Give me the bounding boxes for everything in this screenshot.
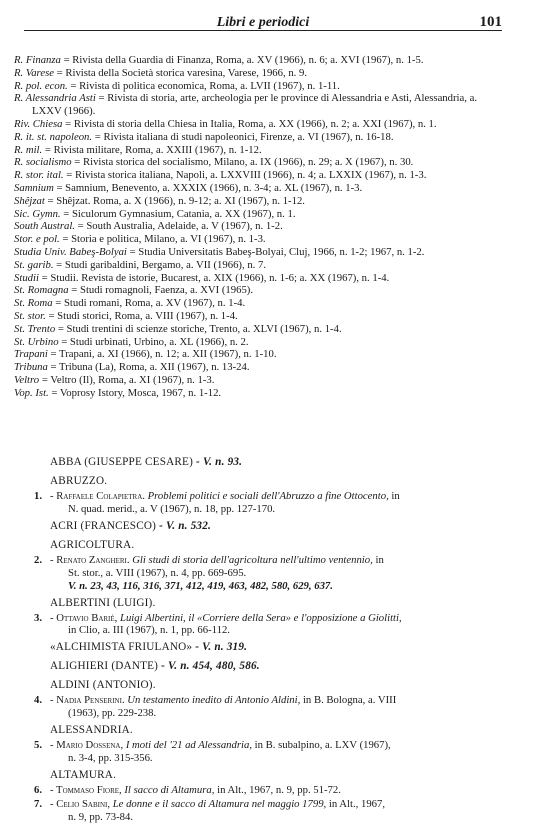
entry-continuation: St. stor., a. VIII (1967), n. 4, pp. 669-695. xyxy=(68,566,247,579)
entry-author: - Nadia Penserini. xyxy=(50,694,125,707)
entry-continuation: (1963), pp. 229-238. xyxy=(68,707,157,720)
subject-heading-label: ALIGHIERI (DANTE) xyxy=(50,660,159,673)
abbreviation-entry xyxy=(14,118,496,131)
abbreviation-expansion: = Voprosy Istory, Mosca, 1967, n. 1-12. xyxy=(48,386,222,399)
abbreviation-entry xyxy=(14,195,496,208)
abbreviation-key: R. Finanza xyxy=(14,54,61,66)
entry-cross-references: V. n. 23, 43, 116, 316, 371, 412, 419, 463, 482, 580, 629, 637. xyxy=(68,579,333,592)
subject-heading xyxy=(14,517,496,535)
abbreviation-key: R. Alessandria Asti xyxy=(14,92,96,105)
see-reference: - V. n. 532. xyxy=(156,519,212,532)
subject-heading-label: ALBERTINI (LUIGI). xyxy=(50,596,156,609)
entry-author: - Tommaso Fiore, xyxy=(50,783,122,796)
abbreviation-expansion: = Shêjzat. Roma, a. X (1966), n. 9-12; a. XI (1967), n. 1-12. xyxy=(44,194,305,207)
abbreviation-entry xyxy=(14,323,496,336)
entry-number: 2. xyxy=(33,553,42,566)
abbreviation-key: Veltro xyxy=(14,373,40,386)
abbreviation-expansion: = Rivista della Guardia di Finanza, Roma, a. XV (1966), n. 6; a. XVI (1967), n. 1-5. xyxy=(60,54,424,66)
entry-first-line xyxy=(50,554,496,567)
abbreviation-key: R. pol. econ. xyxy=(14,79,68,92)
subject-heading-label: ALESSANDRIA. xyxy=(50,724,133,737)
entry-continuation: n. 3-4, pp. 315-356. xyxy=(68,752,153,765)
subject-heading-label: ABRUZZO. xyxy=(50,475,108,487)
abbreviation-entry xyxy=(14,92,496,118)
abbreviation-expansion: = Studi romani, Roma, a. XV (1967), n. 1-4. xyxy=(52,297,246,310)
bibliography-entry xyxy=(14,798,496,824)
abbreviation-key: Stor. e pol. xyxy=(14,233,60,246)
subject-heading-label: ALTAMURA. xyxy=(50,768,117,781)
abbreviation-key: St. Trento xyxy=(14,322,56,335)
abbreviation-key: Samnium xyxy=(14,181,54,194)
abbreviation-expansion: = Rivista italiana di studi napoleonici, Firenze, a. VI (1967), n. 16-18. xyxy=(92,130,394,143)
entry-citation: in B. subalpino, a. LXV (1967), xyxy=(252,739,391,752)
abbreviation-key: South Austral. xyxy=(14,220,75,233)
subject-heading xyxy=(14,766,496,784)
entry-first-line xyxy=(50,784,496,797)
abbreviation-key: Studii xyxy=(14,271,39,284)
subject-heading-label: ACRI (FRANCESCO) xyxy=(50,519,157,532)
running-title: Libri e periodici xyxy=(216,15,310,30)
abbreviation-expansion: = Rivista storica del socialismo, Milano, a. IX (1966), n. 29; a. X (1967), n. 30. xyxy=(71,156,414,169)
abbreviation-key: St. Urbino xyxy=(14,335,59,348)
entry-author: - Ottavio Barié, xyxy=(50,611,118,624)
subject-heading xyxy=(14,721,496,739)
abbreviation-expansion: = Rivista di storia della Chiesa in Italia, Roma, a. XX (1966), n. 2; a. XXI (1967), n. 1. xyxy=(62,117,437,130)
bibliography-entry xyxy=(14,739,496,765)
entry-author: - Celio Sabini, xyxy=(50,797,111,810)
abbreviation-key: R. socialismo xyxy=(14,156,72,169)
abbreviation-expansion: = Rivista di politica economica, Roma, a. LVII (1967), n. 1-11. xyxy=(67,79,340,92)
entry-first-line xyxy=(50,694,496,707)
entry-first-line xyxy=(50,798,496,811)
abbreviation-list xyxy=(14,54,496,400)
abbreviation-expansion: = Rivista della Società storica varesina, Varese, 1966, n. 9. xyxy=(53,66,308,79)
see-reference: - V. n. 319. xyxy=(192,641,248,654)
entry-continuation: in Clio, a. III (1967), n. 1, pp. 66-112. xyxy=(68,624,230,637)
entry-author: - Renato Zangheri. xyxy=(50,553,130,566)
entry-number: 5. xyxy=(33,739,42,752)
entry-citation: in B. Bologna, a. VIII xyxy=(300,694,397,707)
bibliography-entry xyxy=(14,694,496,720)
abbreviation-expansion: = Studi trentini di scienze storiche, Trento, a. XLVI (1967), n. 1-4. xyxy=(55,322,342,335)
entry-number: 3. xyxy=(33,611,42,624)
subject-heading-label: ALDINI (ANTONIO). xyxy=(50,679,156,692)
abbreviation-entry xyxy=(14,54,496,67)
subject-heading xyxy=(14,657,496,675)
entry-continuation: n. 9, pp. 73-84. xyxy=(68,810,134,823)
bibliography-entry xyxy=(14,784,496,797)
bibliography-entry xyxy=(14,612,496,638)
entry-title: Il sacco di Altamura, xyxy=(121,783,215,796)
abbreviation-entry xyxy=(14,336,496,349)
subject-heading-label: ABBA (GIUSEPPE CESARE) xyxy=(50,456,194,468)
entry-first-line xyxy=(50,612,496,625)
abbreviation-entry xyxy=(14,144,496,157)
subject-heading xyxy=(14,676,496,694)
abbreviation-entry xyxy=(14,259,496,272)
abbreviation-key: Shêjzat xyxy=(14,194,45,207)
subject-heading xyxy=(14,594,496,612)
abbreviation-key: Studia Univ. Babeş-Bolyai xyxy=(14,245,127,258)
entry-title: Problemi politici e sociali dell'Abruzzo a fine Ottocento, xyxy=(144,490,389,502)
entry-number: 6. xyxy=(33,783,42,796)
abbreviation-expansion: = Veltro (Il), Roma, a. XI (1967), n. 1-3. xyxy=(39,373,215,386)
abbreviation-expansion: = Siculorum Gymnasium, Catania, a. XX (1967), n. 1. xyxy=(60,207,296,220)
abbreviation-key: R. Varese xyxy=(14,66,54,79)
abbreviation-key: Riv. Chiesa xyxy=(14,117,63,130)
abbreviation-expansion: = Studi urbinati, Urbino, a. XL (1966), n. 2. xyxy=(58,335,249,348)
subject-heading xyxy=(14,536,496,554)
abbreviation-expansion: = Rivista storica italiana, Napoli, a. LXXVIII (1966), n. 4; a. LXXIX (1967), n. 1-3. xyxy=(63,169,427,182)
see-reference: - V. n. 454, 480, 586. xyxy=(158,660,260,673)
entry-citation: in Alt., 1967, n. 9, pp. 51-72. xyxy=(214,783,341,796)
abbreviation-entry xyxy=(14,182,496,195)
bibliography-sections xyxy=(14,452,496,825)
entry-author: - Raffaele Colapietra. xyxy=(50,490,145,502)
abbreviation-key: St. garib. xyxy=(14,258,54,271)
abbreviation-expansion: = Samnium, Benevento, a. XXXIX (1966), n. 3-4; a. XL (1967), n. 1-3. xyxy=(53,181,363,194)
abbreviation-key: St. Romagna xyxy=(14,284,69,297)
entry-citation: in xyxy=(388,490,400,502)
abbreviation-entry xyxy=(14,208,496,221)
abbreviation-entry xyxy=(14,361,496,374)
abbreviation-entry xyxy=(14,67,496,80)
abbreviation-entry xyxy=(14,297,496,310)
entry-number: 1. xyxy=(33,490,42,502)
abbreviation-key: St. stor. xyxy=(14,309,46,322)
running-head xyxy=(24,2,502,31)
abbreviation-entry xyxy=(14,131,496,144)
entry-first-line xyxy=(50,490,496,503)
subject-heading xyxy=(14,638,496,656)
subject-heading xyxy=(14,453,496,471)
subject-heading-label: «ALCHIMISTA FRIULANO» xyxy=(50,641,193,654)
abbreviation-key: R. stor. ital. xyxy=(14,169,64,182)
abbreviation-expansion: = Storia e politica, Milano, a. VI (1967), n. 1-3. xyxy=(59,233,266,246)
entry-number: 7. xyxy=(33,797,42,810)
entry-first-line xyxy=(50,739,496,752)
abbreviation-entry xyxy=(14,233,496,246)
abbreviation-expansion: = Studi storici, Roma, a. VIII (1967), n. 1-4. xyxy=(45,309,238,322)
abbreviation-entry xyxy=(14,220,496,233)
abbreviation-expansion: = Studii. Revista de istorie, Bucarest, a. XIX (1966), n. 1-6; a. XX (1967), n. 1-4. xyxy=(38,271,390,284)
abbreviation-expansion: = South Australia, Adelaide, a. V (1967), n. 1-2. xyxy=(74,220,283,233)
abbreviation-key: Tribuna xyxy=(14,361,48,374)
entry-citation: in xyxy=(372,553,384,566)
abbreviation-entry xyxy=(14,80,496,93)
entry-title: Le donne e il sacco di Altamura nel maggio 1799, xyxy=(110,797,327,810)
abbreviation-key: Trapani xyxy=(14,348,48,361)
abbreviation-expansion: = Studi romagnoli, Faenza, a. XVI (1965). xyxy=(68,284,254,297)
abbreviation-key: Sic. Gymn. xyxy=(14,207,61,220)
abbreviation-expansion: = Tribuna (La), Roma, a. XII (1967), n. 13-24. xyxy=(47,361,250,374)
entry-continuation: N. quad. merid., a. V (1967), n. 18, pp. 127-170. xyxy=(68,502,276,515)
abbreviation-entry xyxy=(14,387,496,400)
abbreviation-expansion: = Studi garibaldini, Bergamo, a. VII (1966), n. 7. xyxy=(53,258,267,271)
entry-title: Luigi Albertini, il «Corriere della Sera» e l'opposizione a Giolitti, xyxy=(117,611,402,624)
abbreviation-key: St. Roma xyxy=(14,297,53,310)
abbreviation-entry xyxy=(14,348,496,361)
abbreviation-expansion: = Trapani, a. XI (1966), n. 12; a. XII (1967), n. 1-10. xyxy=(47,348,277,361)
abbreviation-entry xyxy=(14,272,496,285)
entry-author: - Mario Dossena, xyxy=(50,739,124,752)
entry-citation: in Alt., 1967, xyxy=(326,797,386,810)
subject-heading-label: AGRICOLTURA. xyxy=(50,538,135,551)
entry-title: Gli studi di storia dell'agricoltura nell'ultimo ventennio, xyxy=(129,553,373,566)
abbreviation-entry xyxy=(14,246,496,259)
abbreviation-key: R. mil. xyxy=(14,143,43,156)
abbreviation-entry xyxy=(14,169,496,182)
entry-number: 4. xyxy=(33,694,42,707)
abbreviation-key: Vop. Ist. xyxy=(14,386,49,399)
abbreviation-entry xyxy=(14,310,496,323)
bibliography-entry xyxy=(14,554,496,593)
abbreviation-expansion: = Rivista di storia, arte, archeologia per le province di Alessandria e Asti, Alessandria, a. LXXV (1966). xyxy=(32,92,478,118)
subject-heading xyxy=(14,472,496,490)
entry-title: I moti del '21 ad Alessandria, xyxy=(123,739,252,752)
entry-title: Un testamento inedito di Antonio Aldini, xyxy=(124,694,301,707)
bibliography-entry xyxy=(14,490,496,516)
abbreviation-expansion: = Rivista militare, Roma, a. XXIII (1967), n. 1-12. xyxy=(42,143,262,156)
abbreviation-entry xyxy=(14,156,496,169)
abbreviation-entry xyxy=(14,284,496,297)
page-number: 101 xyxy=(479,14,502,30)
abbreviation-entry xyxy=(14,374,496,387)
abbreviation-key: R. it. st. napoleon. xyxy=(14,130,93,143)
abbreviation-expansion: = Studia Universitatis Babeş-Bolyai, Cluj, 1966, n. 1-2; 1967, n. 1-2. xyxy=(126,245,425,258)
see-reference: - V. n. 93. xyxy=(193,456,243,468)
